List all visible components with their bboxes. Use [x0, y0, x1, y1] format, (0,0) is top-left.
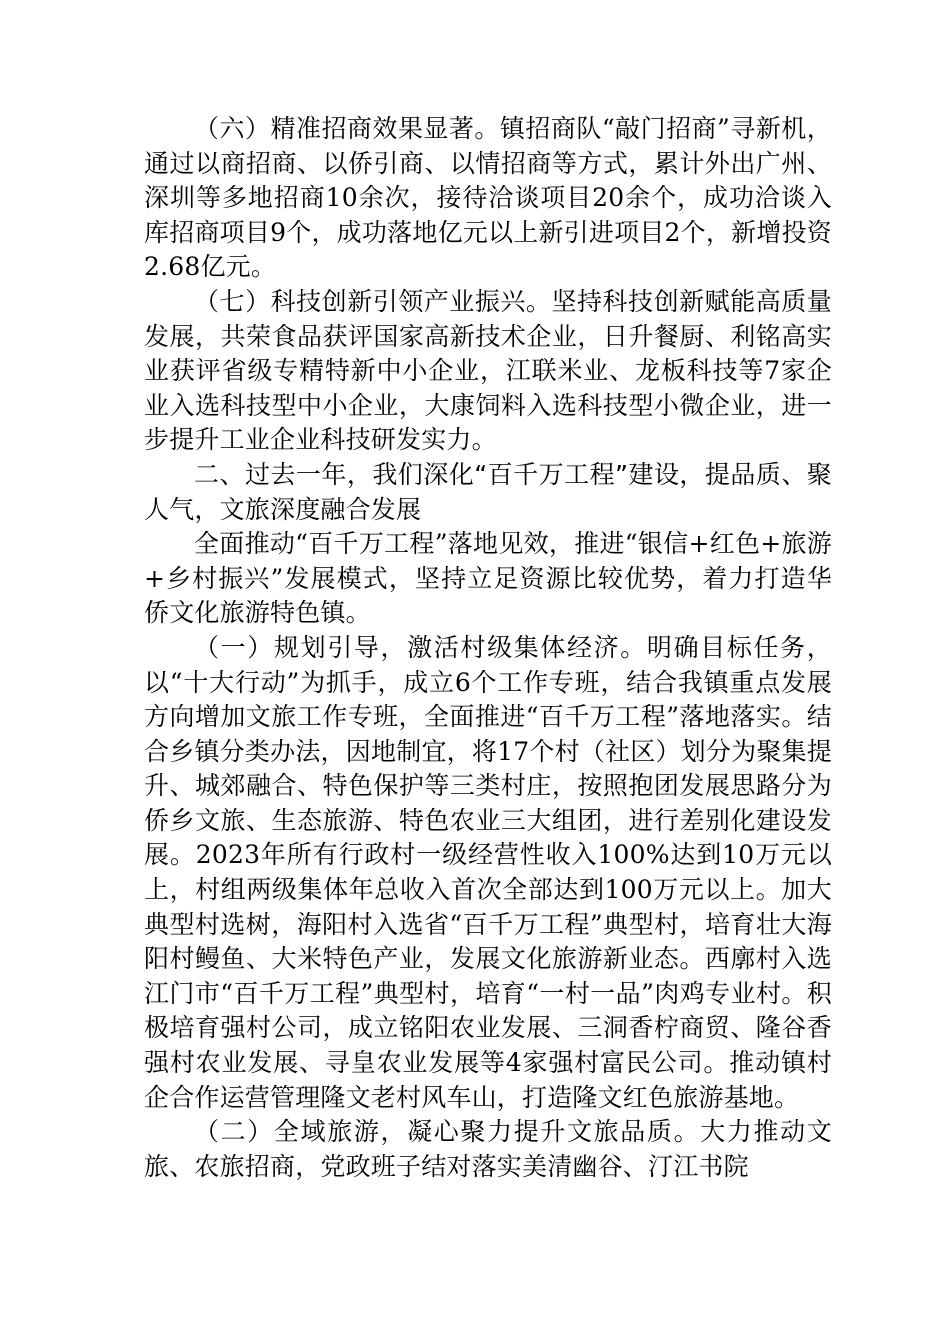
paragraph-tech-innovation: （七）科技创新引领产业振兴。坚持科技创新赋能高质量发展，共荣食品获评国家高新技术企业，日升餐厨、利铭高实业获评省级专精特新中小企业，江联米业、龙板科技等7家企业入选科技型中小企业，大康饲料入选科技型小微企业，进一步提升工业企业科技研发实力。	[144, 286, 832, 455]
paragraph-regional-tourism: （二）全域旅游，凝心聚力提升文旅品质。大力推动文旅、农旅招商，党政班子结对落实美清幽谷、汀江书院	[144, 1117, 832, 1181]
paragraph-planning-guidance: （一）规划引导，激活村级集体经济。明确目标任务，以“十大行动”为抓手，成立6个工作专班，结合我镇重点发展方向增加文旅工作专班，全面推进“百千万工程”落地落实。结合乡镇分类办法，因地制宜，将17个村（社区）划分为聚集提升、城郊融合、特色保护等三类村庄，按照抱团发展思路分为侨乡文旅、生态旅游、特色农业三大组团，进行差别化建设发展。2023年所有行政村一级经营性收入100%达到10万元以上，村组两级集体年总收入首次全部达到100万元以上。加大典型村选树，海阳村入选省“百千万工程”典型村，培育壮大海阳村鳗鱼、大米特色产业，发展文化旅游新业态。西廓村入选江门市“百千万工程”典型村，培育“一村一品”肉鸡专业村。积极培育强村公司，成立铭阳农业发展、三洞香柠商贸、隆谷香强村农业发展、寻皇农业发展等4家强村富民公司。推动镇村企合作运营管理隆文老村风车山，打造隆文红色旅游基地。	[144, 632, 832, 1112]
paragraph-investment-attraction: （六）精准招商效果显著。镇招商队“敲门招商”寻新机，通过以商招商、以侨引商、以情招商等方式，累计外出广州、深圳等多地招商10余次，接待洽谈项目20余个，成功洽谈入库招商项目9个，成功落地亿元以上新引进项目2个，新增投资2.68亿元。	[144, 114, 832, 282]
section-heading-two: 二、过去一年，我们深化“百千万工程”建设，提品质、聚人气，文旅深度融合发展	[144, 459, 832, 524]
document-body	[144, 112, 832, 1184]
paragraph-section-intro: 全面推动“百千万工程”落地见效，推进“银信+红色+旅游+乡村振兴”发展模式，坚持立足资源比较优势，着力打造华侨文化旅游特色镇。	[144, 529, 832, 628]
